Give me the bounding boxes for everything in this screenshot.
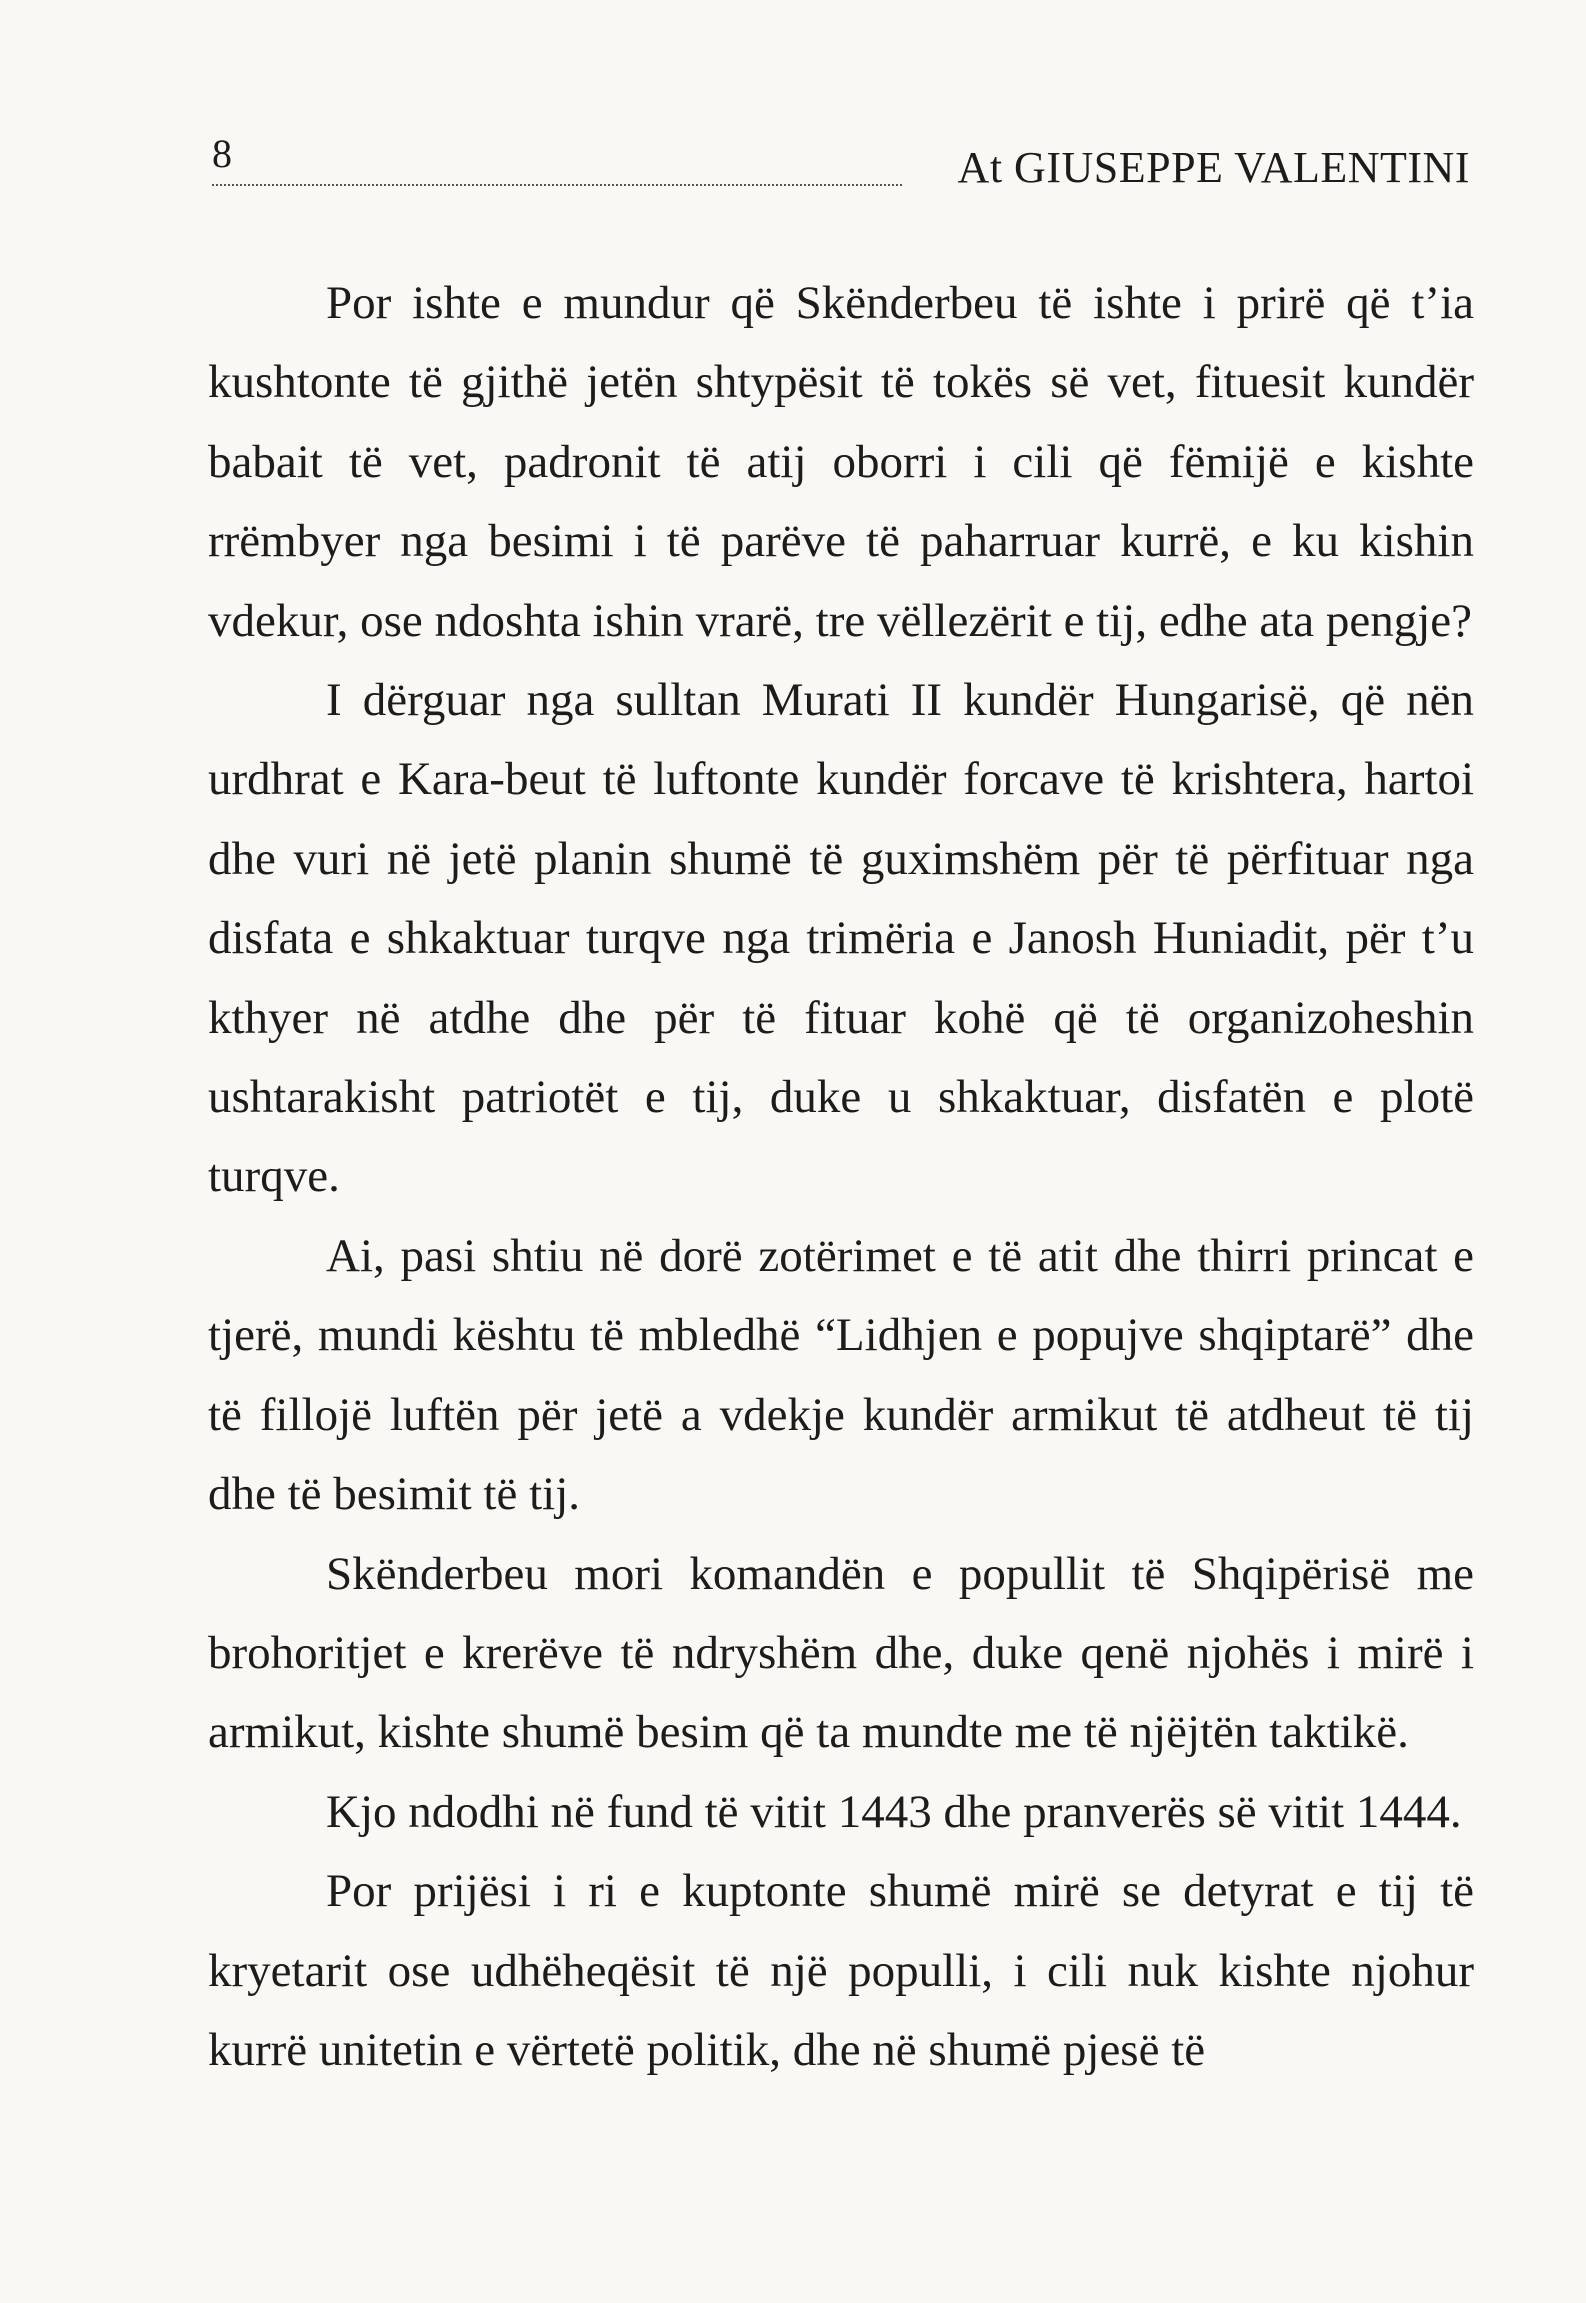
paragraph: Skënderbeu mori komandën e popullit të Shqipërisë me brohoritjet e krerëve të ndryshëm dhe, duke qenë njohës i mirë i armikut, kishte shumë besim që ta mundte me të njëjtën taktikë. [208,1547,1474,1759]
page-header [212,120,1470,190]
running-title: At GIUSEPPE VALENTINI [957,143,1470,192]
paragraph: Kjo ndodhi në fund të vitit 1443 dhe pranverës së vitit 1444. [326,1785,1462,1838]
paragraph: I dërguar nga sulltan Murati II kundër Hungarisë, që nën urdhrat e Kara-beut të luftonte kundër forcave të krishtera, hartoi dhe vuri në jetë planin shumë të guximshëm për të përfituar nga disfata e shkaktuar turqve nga trimëria e Janosh Huniadit, për t’u kthyer në atdhe dhe për të fituar kohë që të organizoheshin ushtarakisht patriotët e tij, duke u shkaktuar, disfatën e plotë turqve. [208,674,1474,1203]
page-number: 8 [212,131,232,176]
paragraph: Ai, pasi shtiu në dorë zotërimet e të atit dhe thirri princat e tjerë, mundi kështu të mbledhë “Lidhjen e popujve shqiptarë” dhe të fillojë luftën për jetë a vdekje kundër armikut të atdheut të tij dhe të besimit të tij. [208,1229,1474,1521]
header-rule [212,184,902,186]
paragraph: Por prijësi i ri e kuptonte shumë mirë se detyrat e tij të kryetarit ose udhëheqësit të një populli, i cili nuk kishte njohur kurrë unitetin e vërtetë politik, dhe në shumë pjesë të [208,1865,1474,2076]
body-text [208,264,1474,2090]
paragraph: Por ishte e mundur që Skënderbeu të ishte i prirë që t’ia kushtonte të gjithë jetën shtypësit të tokës së vet, fituesit kundër babait të vet, padronit të atij oborri i cili që fëmijë e kishte rrëmbyer nga besimi i të parëve të paharruar kurrë, e ku kishin vdekur, ose ndoshta ishin vrarë, tre vëllezërit e tij, edhe ata pengje? [208,277,1474,647]
